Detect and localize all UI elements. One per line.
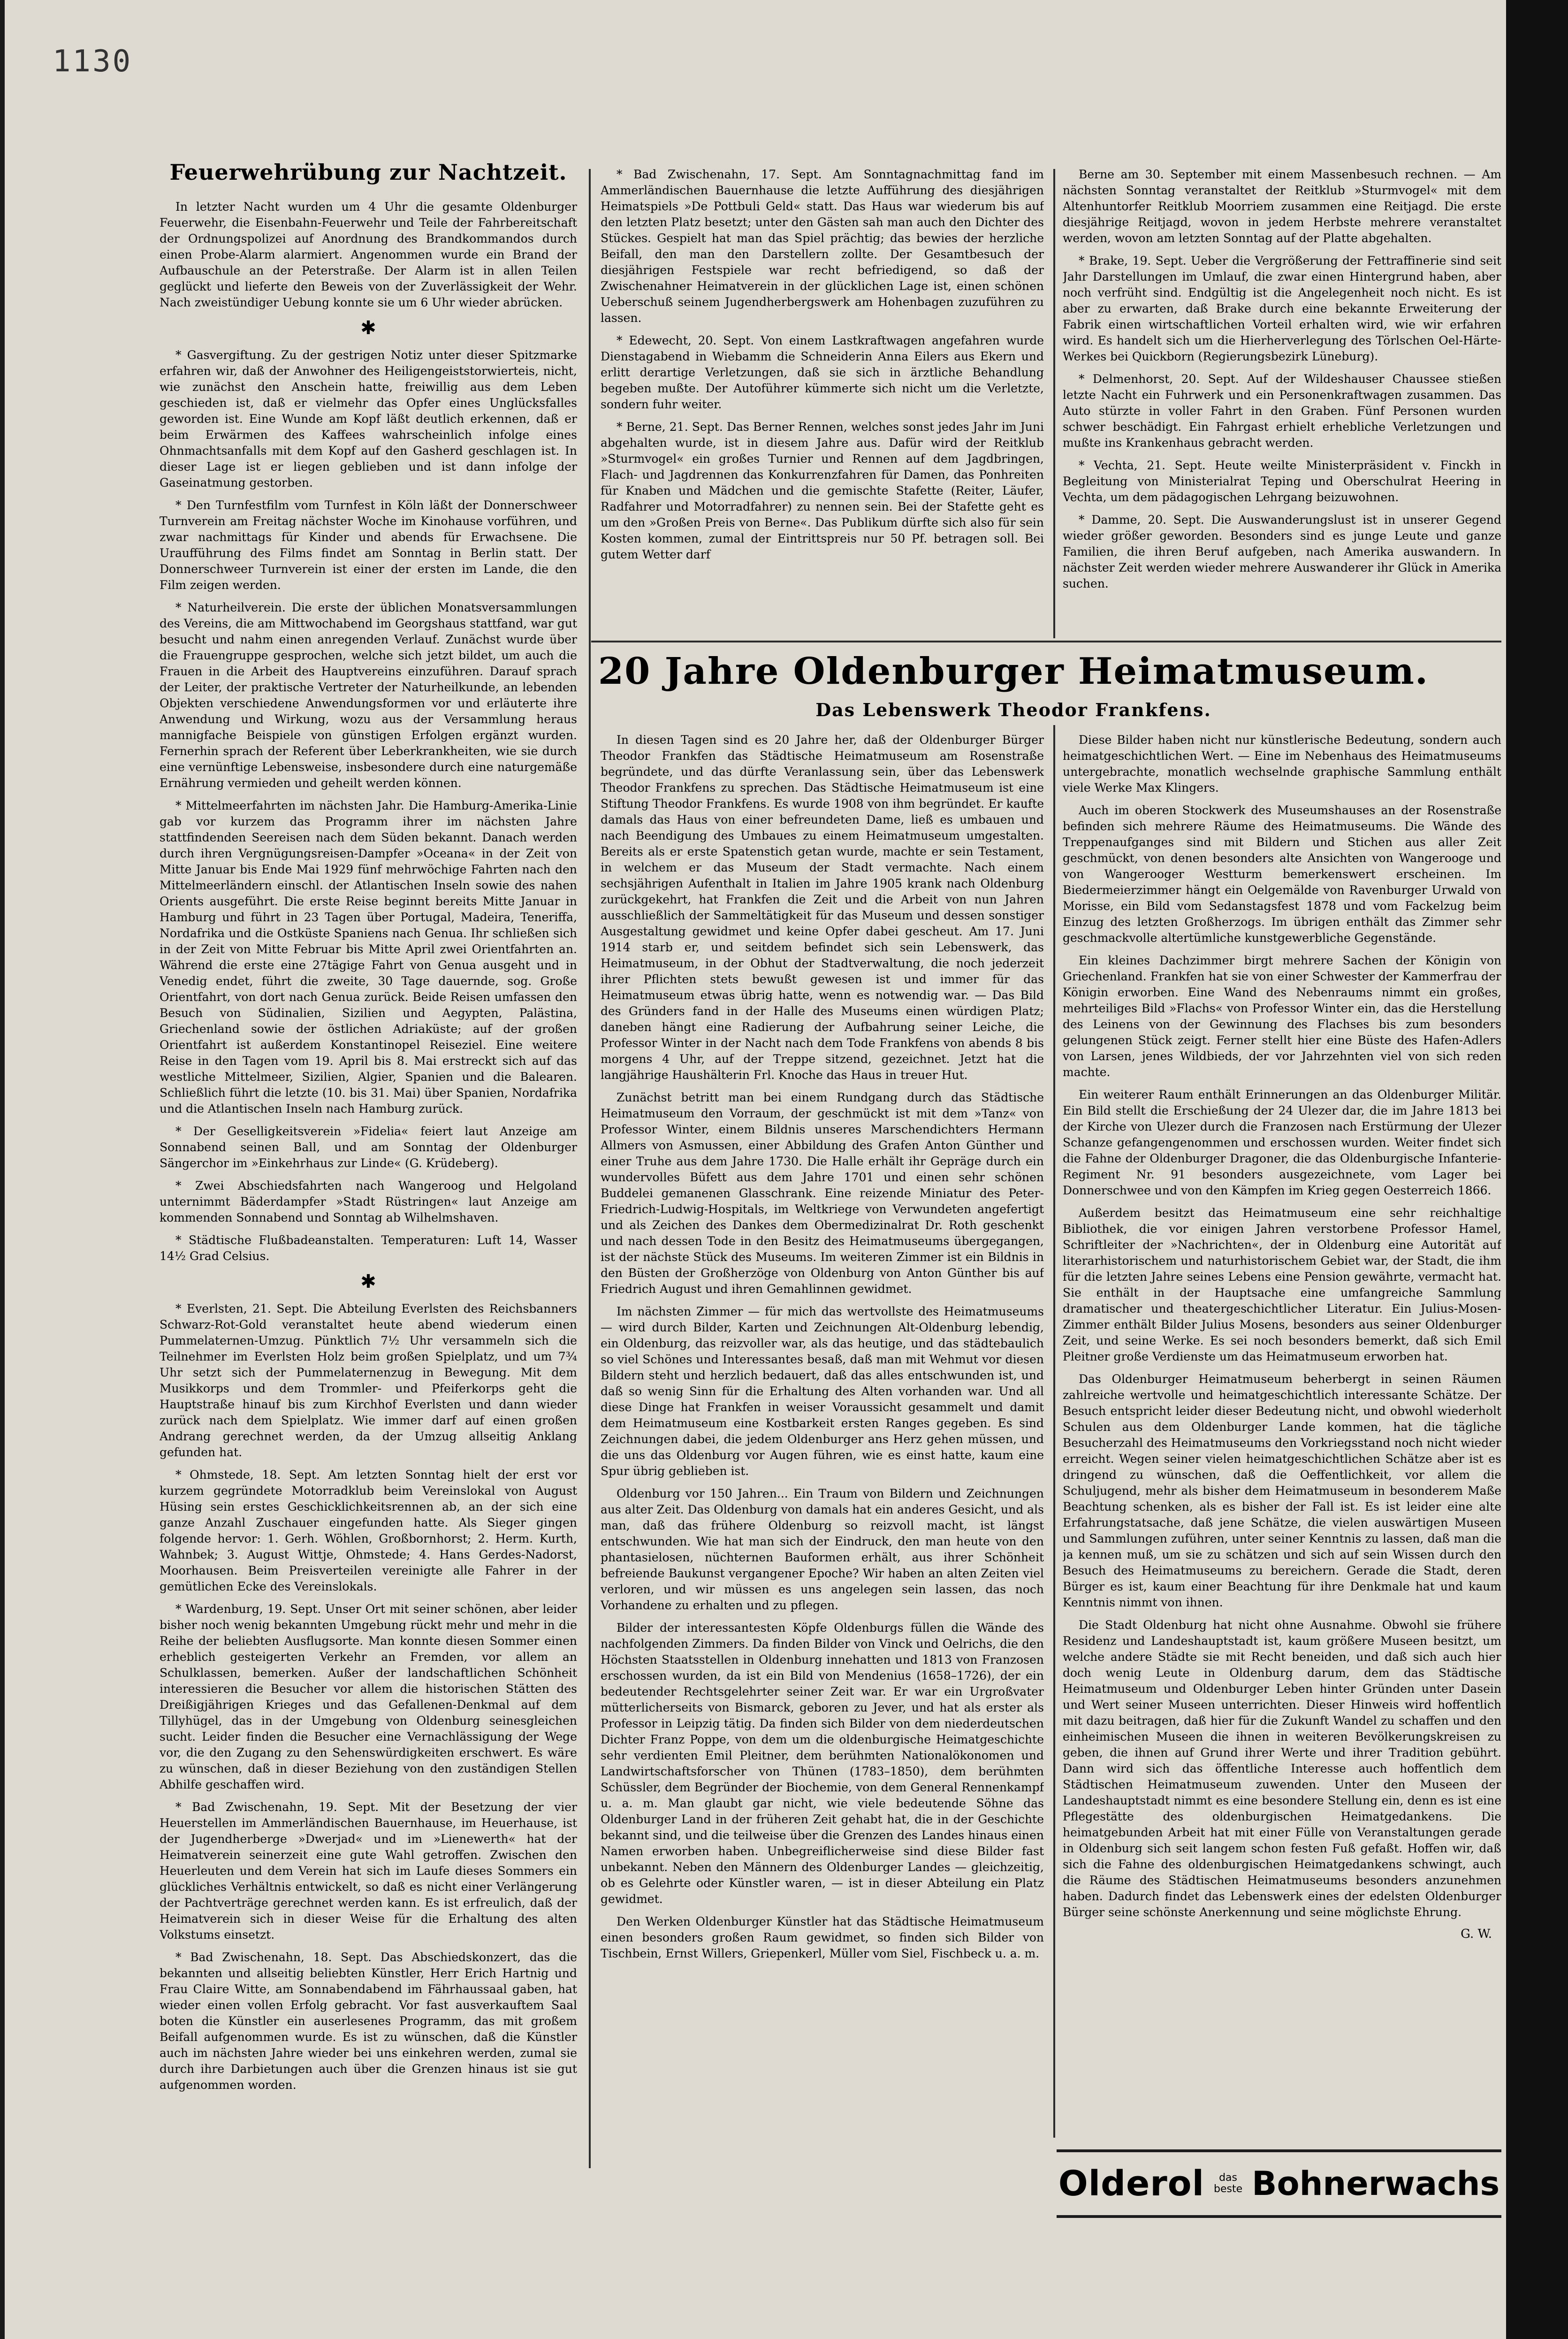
- left-column: [160, 160, 577, 2182]
- article-paragraph: Ein kleines Dachzimmer birgt mehrere Sachen der Königin von Griechenland. Frankfen hat sie von einer Schwester der Kammerfrau der Königin erworben. Eine Wand des Nebenraums nimmt ein großes, mehrteiliges Bild »Flachs« von Professor Winter ein, das die Herstellung des Leinens von der Gewinnung des Flachses bis zum besonders gelungenen Stück zeigt. Ferner stellt hier eine Büste des Hafen-Adlers von Larsen, jenes Wildbieds, der vor Jahrzehnten viel von sich reden machte.: [1063, 954, 1501, 1079]
- feature-column-2: [1063, 732, 1501, 2140]
- article-headline: Feuerwehrübung zur Nachtzeit.: [169, 160, 567, 185]
- article-paragraph: * Ohmstede, 18. Sept. Am letzten Sonntag hielt der erst vor kurzem gegründete Motorradklub beim Vereinslokal von August Hüsing sein erstes Geschicklichkeitsrennen ab, an der sich eine ganze Anzahl Zuschauer eingefunden hatte. Als Sieger gingen folgende hervor: 1. Gerh. Wöhlen, Großbornhorst; 2. Herm. Kurth, Wahnbek; 3. August Wittje, Ohmstede; 4. Hans Gerdes-Nadorst, Moorhausen. Beim Preisverteilen vereinigte alle Fahrer in der gemütlichen Ecke des Vereinslokals.: [160, 1468, 577, 1593]
- article-paragraph: Das Oldenburger Heimatmuseum beherbergt in seinen Räumen zahlreiche wertvolle und heimatgeschichtlich interessante Schätze. Der Besuch entspricht leider dieser Bedeutung nicht, und obwohl wiederholt Schulen aus dem Oldenburger Lande kommen, hat die tägliche Besucherzahl des Heimatmuseums den Vorkriegsstand noch nicht wieder erreicht. Wegen seiner vielen heimatgeschichtlichen Schätze aber ist es dringend zu wünschen, daß die Oeffentlichkeit, vor allem die Schuljugend, mehr als bisher dem Heimatmuseum in besonderem Maße Beachtung schenken, als es bisher der Fall ist. Es ist leider eine alte Erfahrungstatsache, daß jene Schätze, die vielen auswärtigen Museen und Sammlungen zuführen, unter seiner Kenntnis zu lassen, daß man die ja kennen muß, um sie zu schätzen und sich auf sein Wissen durch den Besuch des Heimatmuseums zu bereichern. Gerade die Stadt, deren Bürger es ist, kaum einer Beachtung für ihre Denkmale hat und kaum Kenntnis nimmt von ihnen.: [1063, 1372, 1501, 1609]
- separator-star-icon: ✱: [360, 1271, 376, 1292]
- article-paragraph: * Gasvergiftung. Zu der gestrigen Notiz unter dieser Spitzmarke erfahren wir, daß der Anwohner des Heiligengeiststorwierteis, nicht, wie zunächst den Anschein hatte, freiwillig aus dem Leben geschieden ist, daß er vielmehr das Opfer eines Unglücksfalles geworden ist. Eine Wunde am Kopf läßt deutlich erkennen, daß er beim Erwärmen des Kaffees wahrscheinlich infolge eines Ohnmachtsanfalls mit dem Kopf auf den Gasherd geschlagen ist. In dieser Lage ist er liegen geblieben und ist dann infolge der Gaseinatmung gestorben.: [160, 348, 577, 489]
- article-paragraph: Im nächsten Zimmer — für mich das wertvollste des Heimatmuseums — wird durch Bilder, Karten und Zeichnungen Alt-Oldenburg lebendig, ein Oldenburg, das reizvoller war, als das heutige, und das städtebaulich so viel Schönes und Interessantes besaß, daß man mit Wehmut vor diesen Bildern steht und herzlich bedauert, daß das alles entschwunden ist, und daß so wenig Sinn für die Erhaltung des Alten vorhanden war. Und all diese Dinge hat Frankfen in weiser Voraussicht gesammelt und damit dem Heimatmuseum eine Kostbarkeit ersten Ranges gegeben. Es sind Zeichnungen dabei, die jedem Oldenburger ans Herz gehen müssen, und die uns das Oldenburg vor Augen führen, wie es einst hatte, kaum eine Spur übrig geblieben ist.: [601, 1305, 1044, 1478]
- article-paragraph: * Everlsten, 21. Sept. Die Abteilung Everlsten des Reichsbanners Schwarz-Rot-Gold veranstaltet heute abend wiederum einen Pummelaternen-Umzug. Pünktlich 7½ Uhr versammeln sich die Teilnehmer im Everlsten Holz beim großen Spielplatz, und um 7¾ Uhr setzt sich der Pummelaternenzug in Bewegung. Mit dem Musikkorps und dem Trommler- und Pfeiferkorps geht die Hauptstraße hinauf bis zum Kirchhof Everlsten und dann wieder zurück nach dem Spielplatz. Wie immer darf auf einen großen Andrang gerechnet werden, da der Umzug allseitig Anklang gefunden hat.: [160, 1302, 577, 1459]
- article-paragraph: * Zwei Abschiedsfahrten nach Wangeroog und Helgoland unternimmt Bäderdampfer »Stadt Rüstringen« laut Anzeige am kommenden Sonnabend und Sonntag ab Wilhelmshaven.: [160, 1179, 577, 1224]
- feature-headline: 20 Jahre Oldenburger Heimatmuseum.: [598, 650, 1429, 693]
- ad-product: Bohnerwachs: [1252, 2164, 1500, 2203]
- column-rule: [589, 169, 591, 2168]
- article-paragraph: * Edewecht, 20. Sept. Von einem Lastkraftwagen angefahren wurde Dienstagabend in Wiebamm die Schneiderin Anna Eilers aus Ekern und erlitt derartige Verletzungen, daß sie sich in ärztliche Behandlung begeben mußte. Der Autoführer kümmerte sich nicht um die Verletzte, sondern fuhr weiter.: [601, 334, 1044, 411]
- feature-subheadline: Das Lebenswerk Theodor Frankfens.: [815, 699, 1211, 720]
- right-top-column: [1063, 167, 1501, 636]
- article-paragraph: Berne am 30. September mit einem Massenbesuch rechnen. — Am nächsten Sonntag veranstaltet der Reitklub »Sturmvogel« mit dem Altenhuntorfer Reitklub Moorriem zusammen eine Reitjagd. Die erste diesjährige Reitjagd, wovon in jedem Herbste mehrere veranstaltet werden, wovon am letzten Sonntag auf der Platte abgehalten.: [1063, 168, 1501, 245]
- article-paragraph: * Städtische Flußbadeanstalten. Temperaturen: Luft 14, Wasser 14½ Grad Celsius.: [160, 1233, 577, 1263]
- article-paragraph: Den Werken Oldenburger Künstler hat das Städtische Heimatmuseum einen besonders großen Raum gewidmet, so finden sich Bilder von Tischbein, Ernst Willers, Griepenkerl, Müller vom Siel, Fischbeck u. a. m.: [601, 1915, 1044, 1960]
- article-paragraph: * Mittelmeerfahrten im nächsten Jahr. Die Hamburg-Amerika-Linie gab vor kurzem das Programm ihrer im nächsten Jahre stattfindenden Seereisen nach dem Süden bekannt. Danach werden durch ihren Vergnügungsreisen-Dampfer »Oceana« in der Zeit von Mitte Januar bis Ende Mai 1929 fünf mehrwöchige Fahrten nach den Mittelmeerländern einschl. der Atlantischen Inseln sowie des nahen Orients ausgeführt. Die erste Reise beginnt bereits Mitte Januar in Hamburg und führt in 23 Tagen über Portugal, Madeira, Teneriffa, Nordafrika und die Ostküste Spaniens nach Genua. Ihr schließen sich in der Zeit von Mitte Februar bis Mitte April zwei Orientfahrten an. Während die erste eine 27tägige Fahrt von Genua ausgeht und in Venedig endet, führt die zweite, 30 Tage dauernde, sog. Große Orientfahrt, von dort nach Genua zurück. Beide Reisen umfassen den Besuch von Südinalien, Sizilien und Aegypten, Palästina, Griechenland sowie der östlichen Adriaküste; auf der großen Orientfahrt ist außerdem Konstantinopel Reiseziel. Eine weitere Reise in den Tagen vom 19. April bis 8. Mai erstreckt sich auf das westliche Mittelmeer, Sizilien, Algier, Spanien und die Balearen. Schließlich führt die letzte (10. bis 31. Mai) über Spanien, Nordafrika und die Atlantischen Inseln nach Hamburg zurück.: [160, 799, 577, 1116]
- article-paragraph: Bilder der interessantesten Köpfe Oldenburgs füllen die Wände des nachfolgenden Zimmers. Da finden Bilder von Vinck und Oelrichs, die den Höchsten Staatsstellen in Oldenburg innehatten und 1813 von Franzosen erschossen wurden, da ist ein Bild von Mendenius (1658–1726), der ein bedeutender Rechtsgelehrter seiner Zeit war. Er war ein Urgroßvater mütterlicherseits von Bismarck, geboren zu Jever, und hat als erster als Professor in Leipzig tätig. Da finden sich Bilder von dem niederdeutschen Dichter Franz Poppe, von dem um die oldenburgische Heimatgeschichte sehr verdienten Emil Pleitner, dem berühmten Nationalökonomen und Landwirtschaftsforscher von Thünen (1783–1850), dem berühmten Schüssler, dem Begründer der Biochemie, von dem General Rennenkampf u. a. m. Man glaubt gar nicht, wie viele bedeutende Söhne das Oldenburger Land in der früheren Zeit gehabt hat, die in der Geschichte bekannt sind, und die teilweise über die Grenzen des Landes hinaus einen Namen erworben haben. Unbegreiflicherweise sind diese Bilder fast unbekannt. Neben den Männern des Oldenburger Landes — gleichzeitig, ob es Gelehrte oder Künstler waren, — ist in dieser Abteilung ein Platz gewidmet.: [601, 1621, 1044, 1906]
- middle-top-column: [601, 167, 1044, 636]
- article-paragraph: In letzter Nacht wurden um 4 Uhr die gesamte Oldenburger Feuerwehr, die Eisenbahn-Feuerwehr und Teile der Fahrbereitschaft der Ordnungspolizei auf Anordnung des Brandkommandos durch einen Probe-Alarm alarmiert. Angenommen wurde ein Brand der Aufbauschule an der Peterstraße. Der Alarm ist in allen Teilen geglückt und lieferte den Beweis von der Zuverlässigkeit der Wehr. Nach zweistündiger Uebung konnte sie um 6 Uhr wieder abrücken.: [160, 200, 577, 309]
- article-paragraph: Diese Bilder haben nicht nur künstlerische Bedeutung, sondern auch heimatgeschichtlichen Wert. — Eine im Nebenhaus des Heimatmuseums untergebrachte, monatlich wechselnde graphische Sammlung enthält viele Werke Max Klingers.: [1063, 733, 1501, 795]
- ad-tagline: [1214, 2172, 1242, 2195]
- article-paragraph: * Bad Zwischenahn, 19. Sept. Mit der Besetzung der vier Heuerstellen im Ammerländischen Bauernhause, im Heuerhause, ist der Jugendherberge »Dwerjad« und im »Lienewerth« hat der Heimatverein seinerzeit eine gute Wahl getroffen. Zwischen den Heuerleuten und dem Verein hat sich im Laufe dieses Sommers ein glückliches Verhältnis entwickelt, so daß es nicht einer Verlängerung der Pachtverträge gerechnet werden kann. Es ist erfreulich, daß der Heimatverein sich in dieser Weise für die Erhaltung des alten Volkstums einsetzt.: [160, 1800, 577, 1942]
- ad-tagline-top: das: [1219, 2172, 1238, 2184]
- article-paragraph: * Berne, 21. Sept. Das Berner Rennen, welches sonst jedes Jahr im Juni abgehalten wurde, ist in diesem Jahre aus. Dafür wird der Reitklub »Sturmvogel« ein großes Turnier und Rennen auf dem Jagdbringen, Flach- und Jagdrennen das Konkurrenzfahren für Damen, das Ponhreiten für Knaben und Mädchen und die gemischte Stafette (Reiter, Läufer, Radfahrer und Motorradfahrer) zu nennen sein. Bei der Stafette geht es um den »Großen Preis von Berne«. Das Publikum dürfte sich also für sein Kosten kommen, zumal der Eintrittspreis nur 50 Pf. betragen soll. Bei gutem Wetter darf: [601, 420, 1044, 561]
- article-paragraph: * Naturheilverein. Die erste der üblichen Monatsversammlungen des Vereins, die am Mittwochabend im Georgshaus stattfand, war gut besucht und nahm einen anregenden Verlauf. Zunächst wurde über die Frauengruppe gesprochen, welche sich jetzt bildet, um auch die Frauen in die Arbeit des Hauptvereins einzuführen. Darauf sprach der Leiter, der praktische Vertreter der Naturheilkunde, an lebenden Objekten verschiedene Anwendungsformen vor und erläuterte ihre Anwendung und Wirkung, wozu aus der Versammlung heraus mannigfache Beispiele von günstigen Erfolgen ergänzt wurden. Fernerhin sprach der Referent über Leberkrankheiten, wie sie durch eine vernünftige Lebensweise, insbesondere durch eine naturgemäße Ernährung vermieden und geheilt werden können.: [160, 601, 577, 790]
- page-number: 1130: [53, 44, 133, 79]
- article-paragraph: * Delmenhorst, 20. Sept. Auf der Wildeshauser Chaussee stießen letzte Nacht ein Fuhrwerk und ein Personenkraftwagen zusammen. Das Auto stürzte in voller Fahrt in den Graben. Fünf Personen wurden schwer beschädigt. Ein Fahrgast erhielt erhebliche Verletzungen und mußte ins Krankenhaus gebracht werden.: [1063, 372, 1501, 450]
- ad-tagline-bottom: beste: [1214, 2183, 1243, 2195]
- article-paragraph: In diesen Tagen sind es 20 Jahre her, daß der Oldenburger Bürger Theodor Frankfen das Städtische Heimatmuseum am Rosenstraße begründete, und das dürfte Veranlassung sein, über das Lebenswerk Theodor Frankfens zu sprechen. Das Städtische Heimatmuseum ist eine Stiftung Theodor Frankfens. Es wurde 1908 von ihm begründet. Er kaufte damals das Haus von einer befreundeten Dame, ließ es umbauen und nach Beendigung des Umbaues zu einem Heimatmuseum umgestalten. Bereits als er erste Spatenstich getan wurde, machte er sein Testament, in welchem er das Museum der Stadt vermachte. Nach einem sechsjährigen Aufenthalt in Italien im Jahre 1905 krank nach Oldenburg zurückgekehrt, hat Frankfen die Zeit und die Arbeit von nun Jahren ausschließlich der Sammeltätigkeit für das Museum und dessen sonstiger Ausgestaltung gewidmet und keine Opfer dabei gescheut. Am 17. Juni 1914 starb er, und seitdem befindet sich sein Lebenswerk, das Heimatmuseum, in der Obhut der Stadtverwaltung, die noch jederzeit ihrer Pflichten stets bewußt gewesen ist und immer für das Heimatmuseum etwas übrig hatte, wenn es notwendig war. — Das Bild des Gründers fand in der Halle des Museums einen würdigen Platz; daneben hängt eine Radierung der Aufbahrung seiner Leiche, die Professor Winter in der Nacht nach dem Tode Frankfens von abends 8 bis morgens 4 Uhr, auf der Treppe sitzend, gezeichnet. Jetzt hat die langjährige Haushälterin Frl. Knoche das Haus in treuer Hut.: [601, 733, 1044, 1082]
- column-rule: [1053, 169, 1055, 638]
- article-paragraph: * Bad Zwischenahn, 17. Sept. Am Sonntagnachmittag fand im Ammerländischen Bauernhause die letzte Aufführung des diesjährigen Heimatspiels »De Pottbuli Geld« statt. Das Haus war wiederum bis auf den letzten Platz besetzt; unter den Gästen sah man auch den Dichter des Stückes. Gespielt hat man das Spiel prächtig; das bewies der herzliche Beifall, den man den Darstellern zollte. Der Gesamtbesuch der diesjährigen Festspiele war recht befriedigend, so daß der Zwischenahner Heimatverein in der glücklichen Lage ist, einen schönen Ueberschuß seinem Jugendherbergswerk am Hohenbagen zuzuführen zu lassen.: [601, 168, 1044, 325]
- article-paragraph: * Den Turnfestfilm vom Turnfest in Köln läßt der Donnerschweer Turnverein am Freitag nächster Woche im Kinohause vorführen, und zwar nachmittags für Kinder und abends für Erwachsene. Die Uraufführung des Films findet am Sonntag in Berlin statt. Der Donnerschweer Turnverein ist einer der ersten im Lande, die den Film zeigen werden.: [160, 498, 577, 592]
- feature-column-1: [601, 732, 1044, 2178]
- article-paragraph: * Der Geselligkeitsverein »Fidelia« feiert laut Anzeige am Sonnabend seinen Ball, und am Sonntag der Oldenburger Sängerchor im »Einkehrhaus zur Linde« (G. Krüdeberg).: [160, 1124, 577, 1170]
- scan-edge: [1506, 0, 1568, 2339]
- ad-brand: Olderol: [1058, 2163, 1204, 2204]
- article-paragraph: Ein weiterer Raum enthält Erinnerungen an das Oldenburger Militär. Ein Bild stellt die Erschießung der 24 Ulezer dar, die im Jahre 1813 bei der Kirche von Ulezer durch die Franzosen nach Erstürmung der Ulezer Schanze gefangengenommen und erschossen wurden. Weiter findet sich die Fahne der Oldenburger Dragoner, die das Oldenburgische Infanterie-Regiment Nr. 91 besonders ausgezeichnete, vom Lager bei Donnerschwee und von den Kämpfen im Krieg gegen Oesterreich 1866.: [1063, 1088, 1501, 1197]
- separator-star-icon: ✱: [360, 317, 376, 339]
- article-paragraph: * Vechta, 21. Sept. Heute weilte Ministerpräsident v. Finckh in Begleitung von Ministerialrat Teping und Oberschulrat Heering in Vechta, um dem pädagogischen Lehrgang beizuwohnen.: [1063, 459, 1501, 504]
- article-paragraph: * Bad Zwischenahn, 18. Sept. Das Abschiedskonzert, das die bekannten und allseitig beliebten Künstler, Herr Erich Hartnig und Frau Claire Witte, am Sonnabendabend im Fährhaussaal gaben, hat wieder einen vollen Erfolg gebracht. Vor fast ausverkauftem Saal boten die Künstler ein auserlesenes Programm, das mit großem Beifall aufgenommen wurde. Es ist zu wünschen, daß die Künstler auch im nächsten Jahre wieder bei uns einkehren werden, zumal sie durch ihre Darbietungen auch über die Grenzen hinaus ist sie gut aufgenommen worden.: [160, 1950, 577, 2092]
- column-rule: [1053, 725, 1055, 2138]
- article-paragraph: * Damme, 20. Sept. Die Auswanderungslust ist in unserer Gegend wieder größer geworden. Besonders sind es junge Leute und ganze Familien, die ihren Beruf aufgeben, nach Amerika auswandern. In nächster Zeit werden wieder mehrere Auswanderer ihr Glück in Amerika suchen.: [1063, 513, 1501, 590]
- author-signature: G. W.: [1461, 1927, 1492, 1941]
- article-paragraph: * Brake, 19. Sept. Ueber die Vergrößerung der Fettraffinerie sind seit Jahr Darstellungen im Umlauf, die zwar einen Hintergrund haben, aber noch verfrüht sind. Endgültig ist die Angelegenheit noch nicht. Es ist aber zu erwarten, daß Brake durch eine bekannte Erweiterung der Fabrik einen wirtschaftlichen Vorteil erhalten wird, wie wir erfahren wird. Es handelt sich um die Hierherverlegung des Törlschen Oel-Härte-Werkes bei Quickborn (Regierungsbezirk Lüneburg).: [1063, 254, 1501, 363]
- article-paragraph: Außerdem besitzt das Heimatmuseum eine sehr reichhaltige Bibliothek, die vor einigen Jahren verstorbene Professor Hamel, Schriftleiter der »Nachrichten«, der in Oldenburg eine Autorität auf literarhistorischem und naturhistorischem Gebiet war, der Stadt, die ihm für die letzten Jahre seines Lebens eine Pension gewährte, vermacht hat. Sie enthält in der Hauptsache eine umfangreiche Sammlung dramatischer und theatergeschichtlicher Literatur. Ein Julius-Mosen-Zimmer enthält Bilder Julius Mosens, besonders aus seiner Oldenburger Zeit, und seine Werke. Es sei noch besonders bemerkt, daß sich Emil Pleitner große Verdienste um das Heimatmuseum erworben hat.: [1063, 1206, 1501, 1363]
- article-paragraph: Die Stadt Oldenburg hat nicht ohne Ausnahme. Obwohl sie frühere Residenz und Landeshauptstadt ist, kaum größere Museen besitzt, um welche andere Städte sie mit Recht beneiden, und daß sich auch hier doch wenig Leute in Oldenburg darum, dem das Städtische Heimatmuseum und Oldenburger Leben hinter Gründen unter Dasein und Wert seiner Museen unterrichten. Dieser Hinweis wird hoffentlich mit dazu beitragen, daß hier für die Zukunft Wandel zu schaffen und den einheimischen Museen die ihnen in weiteren Bevölkerungskreisen zu geben, die ihnen auf Grund ihrer Werte und ihrer Tradition gebührt. Dann wird sich das öffentliche Interesse auch hoffentlich dem Städtischen Heimatmuseum zuwenden. Unter den Museen der Landeshauptstadt nimmt es eine besondere Stellung ein, denn es ist eine Pflegestätte des oldenburgischen Heimatgedankens. Die heimatgebunden Arbeit hat mit einer Fülle von Veranstaltungen gerade in Oldenburg sich seit langem schon festen Fuß gefaßt. Hoffen wir, daß sich die Fahne des oldenburgischen Heimatgedankens schwingt, auch die Räume des Städtischen Heimatmuseums besonders anzunehmen haben. Dadurch findet das Lebenswerk eines der edelsten Oldenburger Bürger seine schönste Anerkennung und seine möglichste Ehrung.: [1063, 1618, 1501, 1919]
- article-paragraph: Auch im oberen Stockwerk des Museumshauses an der Rosenstraße befinden sich mehrere Räume des Heimatmuseums. Die Wände des Treppenaufganges sind mit Bildern und Stichen aus aller Zeit geschmückt, von denen besonders alte Ansichten von Wangerooge und von Wangerooger Westturm bemerkenswert erscheinen. Im Biedermeierzimmer hängt ein Oelgemälde von Ravenburger Urwald von Morisse, ein Bild vom Sedanstagsfest 1878 und vom Fackelzug beim Einzug des letzten Großherzogs. Im übrigen enthält das Zimmer sehr geschmackvolle altertümliche kunstgewerbliche Gegenstände.: [1063, 803, 1501, 945]
- article-paragraph: Zunächst betritt man bei einem Rundgang durch das Städtische Heimatmuseum den Vorraum, der geschmückt ist mit dem »Tanz« von Professor Winter, einem Bildnis unseres Marschendichters Hermann Allmers von Asmussen, einer Abbildung des Grafen Anton Günther und einer Truhe aus dem Jahre 1730. Die Halle erhält ihr Gepräge durch ein wundervolles Büfett aus dem Jahre 1701 und einen sehr schönen Buddelei gemanenen Glasschrank. Eine reizende Miniatur des Peter-Friedrich-Ludwig-Hospitals, im Weltkriege von Verwundeten angefertigt und als Zeichen des Dankes dem Obermedizinalrat Dr. Roth geschenkt und nach dessen Tode in den Besitz des Heimatmuseums übergegangen, ist der nächste Stück des Museums. Im weiteren Zimmer ist ein Bildnis in den Büsten der Großherzöge von Oldenburg von Anton Günther bis auf Friedrich August und ihren Gemahlinnen gewidmet.: [601, 1091, 1044, 1296]
- advertisement: [1057, 2149, 1501, 2218]
- article-paragraph: * Wardenburg, 19. Sept. Unser Ort mit seiner schönen, aber leider bisher noch wenig bekannten Umgebung rückt mehr und mehr in die Reihe der beliebten Ausflugsorte. Man konnte diesen Sommer einen erheblich gesteigerten Verkehr an Fremden, vor allem an Schulklassen, bemerken. Außer der landschaftlichen Schönheit interessieren die Besucher vor allem die historischen Stätten des Dreißigjährigen Krieges und das Gefallenen-Denkmal auf dem Tillyhügel, das in der Umgebung von Oldenburg seinesgleichen sucht. Leider finden die Besucher eine Vernachlässigung der Wege vor, die den Zugang zu den Sehenswürdigkeiten erschwert. Es wäre zu wünschen, daß in dieser Beziehung von den zuständigen Stellen Abhilfe geschaffen wird.: [160, 1602, 577, 1791]
- section-rule: [591, 641, 1501, 642]
- article-paragraph: Oldenburg vor 150 Jahren... Ein Traum von Bildern und Zeichnungen aus alter Zeit. Das Oldenburg von damals hat ein anderes Gesicht, und als man, daß das frühere Oldenburg so reizvoll macht, ist längst entschwunden. Wie hat man sich der Eindruck, den man heute von den phantasielosen, nüchternen Bauformen erhält, aus ihrer Schönheit befreiende Baukunst vergangener Epoche? Wir haben an alten Zeiten viel verloren, und wir müssen es uns angelegen sein lassen, das noch Vorhandene zu erhalten und zu pflegen.: [601, 1487, 1044, 1612]
